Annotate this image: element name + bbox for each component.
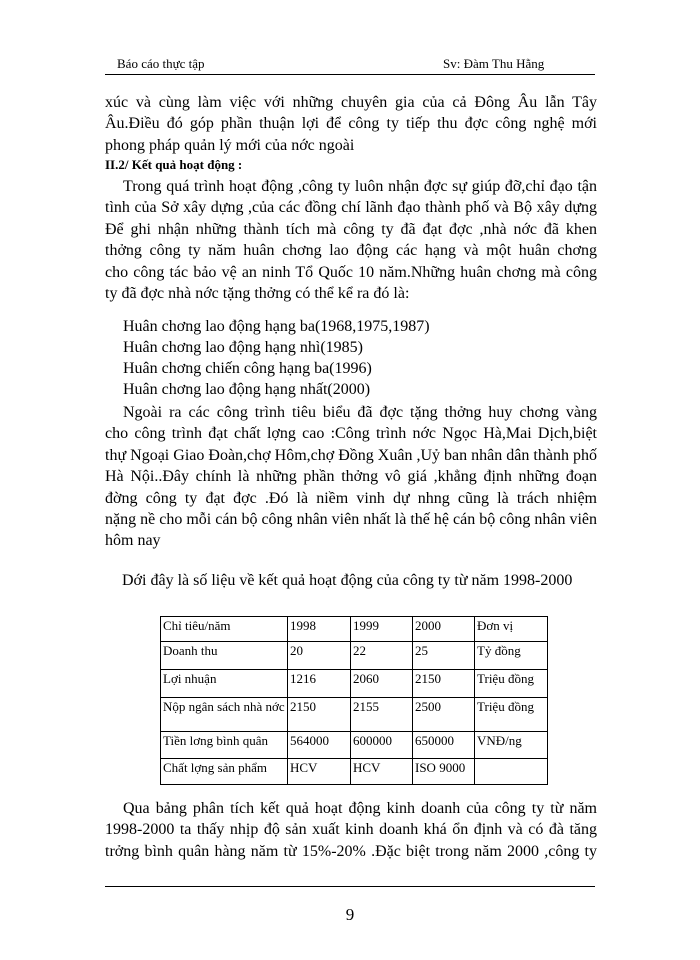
- table-cell: 564000: [288, 732, 351, 759]
- table-cell: Nộp ngân sách nhà nớc: [161, 698, 288, 732]
- awards-paragraph: [105, 402, 597, 552]
- text-line: Âu.Điều đó góp phần thuận lợi để công ty tiếp thu đợc công nghệ mới: [105, 115, 597, 133]
- table-header-cell: 1999: [351, 617, 413, 642]
- table-cell: Triệu đồng: [475, 670, 548, 698]
- table-cell: 25: [413, 642, 475, 670]
- analysis-paragraph: [105, 798, 597, 862]
- text-line: trởng bình quân hàng năm từ 15%-20% .Đặc biệt trong năm 2000 ,công ty: [105, 842, 597, 860]
- table-header-cell: Đơn vị: [475, 617, 548, 642]
- list-item: Huân chơng lao động hạng ba(1968,1975,1987): [123, 318, 430, 335]
- text-line: cho công trình đạt chất lợng cao :Công trình nớc Ngọc Hà,Mai Dịch,biệt: [105, 425, 597, 443]
- text-line: ty đã đợc nhà nớc tặng thởng có thể kể ra đó là:: [105, 285, 410, 303]
- table-cell: 600000: [351, 732, 413, 759]
- footer-divider: [105, 886, 595, 887]
- text-line: Qua bảng phân tích kết quả hoạt động kinh doanh của công ty từ năm: [123, 800, 597, 817]
- table-cell: 1216: [288, 670, 351, 698]
- table-header-cell: Chỉ tiêu/năm: [161, 617, 288, 642]
- page-header: [105, 54, 595, 75]
- text-line: phong pháp quản lý mới của nớc ngoài: [105, 136, 355, 154]
- text-line: đờng công ty đạt đợc .Đó là niềm vinh dự nhng cũng là trách nhiệm: [105, 489, 597, 507]
- table-cell: HCV: [288, 759, 351, 785]
- achievements-paragraph: [105, 176, 597, 304]
- table-cell: [475, 759, 548, 785]
- table-cell: Tỷ đồng: [475, 642, 548, 670]
- text-line: cho công tác bảo vệ an ninh Tổ Quốc 10 năm.Những huân chơng mà công: [105, 263, 597, 281]
- text-line: xúc và cùng làm việc với những chuyên gia của cả Đông Âu lẫn Tây: [105, 94, 597, 111]
- medal-list: [123, 316, 430, 400]
- table-row: [161, 670, 548, 698]
- table-row: [161, 642, 548, 670]
- text-line: 1998-2000 ta thấy nhịp độ sản xuất kinh doanh khá ổn định và có đà tăng: [105, 821, 597, 839]
- table-cell: Triệu đồng: [475, 698, 548, 732]
- table-cell: Chất lợng sản phẩm: [161, 759, 288, 785]
- text-line: Ngoài ra các công trình tiêu biểu đã đợc tặng thởng huy chơng vàng: [123, 404, 597, 421]
- table-header-row: [161, 617, 548, 642]
- table-caption: Dới đây là số liệu về kết quả hoạt động của công ty từ năm 1998-2000: [122, 572, 573, 589]
- text-line: hôm nay: [105, 532, 161, 550]
- table-cell: Tiền lơng bình quân: [161, 732, 288, 759]
- table-cell: 2150: [413, 670, 475, 698]
- table-cell: VNĐ/ng: [475, 732, 548, 759]
- text-line: Trong quá trình hoạt động ,công ty luôn nhận đợc sự giúp đỡ,chỉ đạo tận: [123, 178, 597, 195]
- text-line: nặng nề cho mỗi cán bộ công nhân viên nhất là thế hệ cán bộ công nhân viên: [105, 511, 597, 529]
- table-cell: 2150: [288, 698, 351, 732]
- table-cell: ISO 9000: [413, 759, 475, 785]
- table-header-cell: 1998: [288, 617, 351, 642]
- table-cell: 22: [351, 642, 413, 670]
- list-item: Huân chơng chiến công hạng ba(1996): [123, 360, 372, 377]
- table-cell: Doanh thu: [161, 642, 288, 670]
- table-cell: 20: [288, 642, 351, 670]
- text-line: Hà Nội..Đây chính là những phần thởng vô giá ,khẳng định những đoạn: [105, 468, 597, 486]
- table-cell: HCV: [351, 759, 413, 785]
- text-line: tình của Sở xây dựng ,của các đồng chí lãnh đạo thành phố và Bộ xây dựng: [105, 199, 597, 217]
- text-line: thự Ngoại Giao Đoàn,chợ Hôm,chợ Đồng Xuân ,Uỷ ban nhân dân thành phố: [105, 446, 597, 464]
- table-cell: 2500: [413, 698, 475, 732]
- header-report-title: Báo cáo thực tập: [117, 56, 205, 71]
- text-line: thởng công ty năm huân chơng lao động các hạng và một huân chơng: [105, 242, 597, 260]
- table-cell: 2060: [351, 670, 413, 698]
- table-row: [161, 698, 548, 732]
- table-cell: Lợi nhuận: [161, 670, 288, 698]
- table-row: [161, 732, 548, 759]
- header-student-name: Sv: Đàm Thu Hằng: [443, 56, 545, 71]
- page-number: 9: [345, 905, 355, 924]
- table-cell: 650000: [413, 732, 475, 759]
- results-table: [160, 616, 548, 785]
- list-item: Huân chơng lao động hạng nhất(2000): [123, 381, 371, 398]
- list-item: Huân chơng lao động hạng nhì(1985): [123, 339, 363, 356]
- section-heading: II.2/ Kết quả hoạt động :: [105, 157, 243, 172]
- text-line: Để ghi nhận những thành tích mà công ty đã đạt đợc ,nhà nớc đã khen: [105, 220, 597, 238]
- intro-paragraph: [105, 92, 597, 156]
- table-header-cell: 2000: [413, 617, 475, 642]
- table-row: [161, 759, 548, 785]
- table-cell: 2155: [351, 698, 413, 732]
